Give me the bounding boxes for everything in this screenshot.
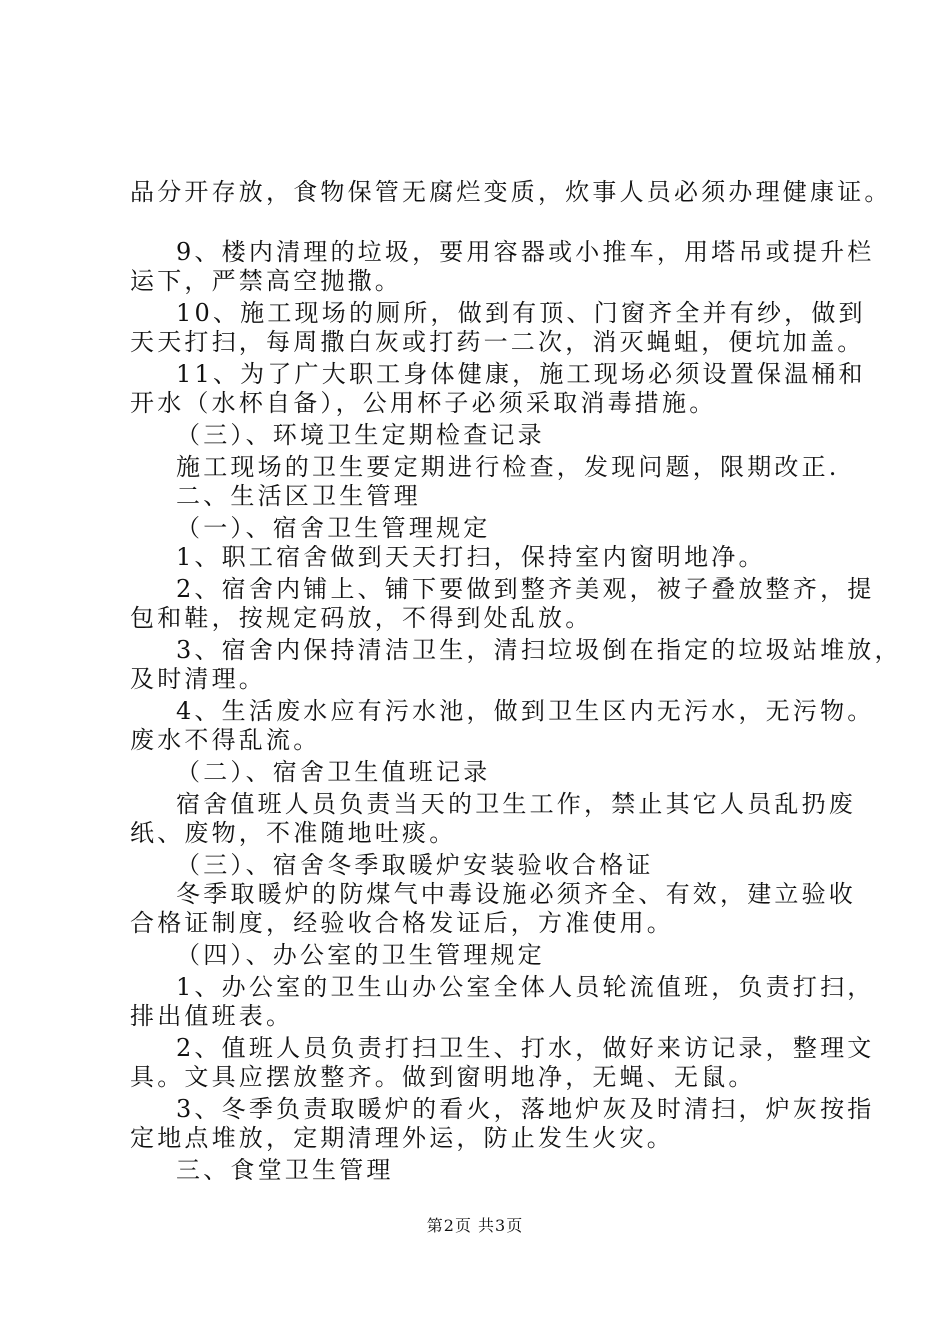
text-line: （四）、办公室的卫生管理规定 (176, 941, 545, 969)
text-line: 废水不得乱流。 (130, 726, 321, 754)
text-line: 具。文具应摆放整齐。做到窗明地净，无蝇、无鼠。 (130, 1063, 756, 1091)
text-line: （三）、环境卫生定期检查记录 (176, 421, 545, 449)
page-number-footer: 第2页 共3页 (426, 1216, 524, 1235)
text-line: 2、宿舍内铺上、铺下要做到整齐美观，被子叠放整齐，提 (176, 575, 875, 603)
text-line: 3、宿舍内保持清洁卫生，清扫垃圾倒在指定的垃圾站堆放， (176, 636, 902, 664)
text-line: 品分开存放，食物保管无腐烂变质，炊事人员必须办理健康证。 (130, 178, 892, 206)
text-line: 包和鞋，按规定码放，不得到处乱放。 (130, 604, 593, 632)
text-line: 纸、废物，不准随地吐痰。 (130, 819, 457, 847)
text-line: 开水（水杯自备），公用杯子必须采取消毒措施。 (130, 389, 717, 417)
text-line: 二、生活区卫生管理 (176, 482, 421, 510)
text-line: 冬季取暖炉的防煤气中毒设施必须齐全、有效，建立验收 (176, 880, 856, 908)
text-line: 3、冬季负责取暖炉的看火，落地炉灰及时清扫，炉灰按指 (176, 1095, 875, 1123)
text-line: （二）、宿舍卫生值班记录 (176, 758, 491, 786)
text-line: 11、为了广大职工身体健康，施工现场必须设置保温桶和 (176, 360, 866, 388)
text-line: 2、值班人员负责打扫卫生、打水，做好来访记录，整理文 (176, 1034, 875, 1062)
text-line: 及时清理。 (130, 665, 266, 693)
text-line: 排出值班表。 (130, 1002, 294, 1030)
text-line: 施工现场的卫生要定期进行检查，发现问题，限期改正. (176, 453, 840, 481)
text-line: 宿舍值班人员负责当天的卫生工作，禁止其它人员乱扔废 (176, 790, 856, 818)
text-line: （一）、宿舍卫生管理规定 (176, 514, 491, 542)
text-line: 定地点堆放，定期清理外运，防止发生火灾。 (130, 1124, 674, 1152)
text-line: 1、职工宿舍做到天天打扫，保持室内窗明地净。 (176, 543, 766, 571)
text-line: 三、食堂卫生管理 (176, 1156, 394, 1184)
text-line: （三）、宿舍冬季取暖炉安装验收合格证 (176, 851, 654, 879)
text-line: 4、生活废水应有污水池，做到卫生区内无污水，无污物。 (176, 697, 875, 725)
text-line: 天天打扫，每周撒白灰或打药一二次，消灭蝇蛆，便坑加盖。 (130, 328, 865, 356)
text-line: 10、施工现场的厕所，做到有顶、门窗齐全并有纱，做到 (176, 299, 866, 327)
text-line: 9、楼内清理的垃圾，要用容器或小推车，用塔吊或提升栏 (176, 238, 875, 266)
text-line: 合格证制度，经验收合格发证后，方准使用。 (130, 909, 674, 937)
text-line: 1、办公室的卫生山办公室全体人员轮流值班，负责打扫， (176, 973, 875, 1001)
text-line: 运下，严禁高空抛撒。 (130, 267, 402, 295)
